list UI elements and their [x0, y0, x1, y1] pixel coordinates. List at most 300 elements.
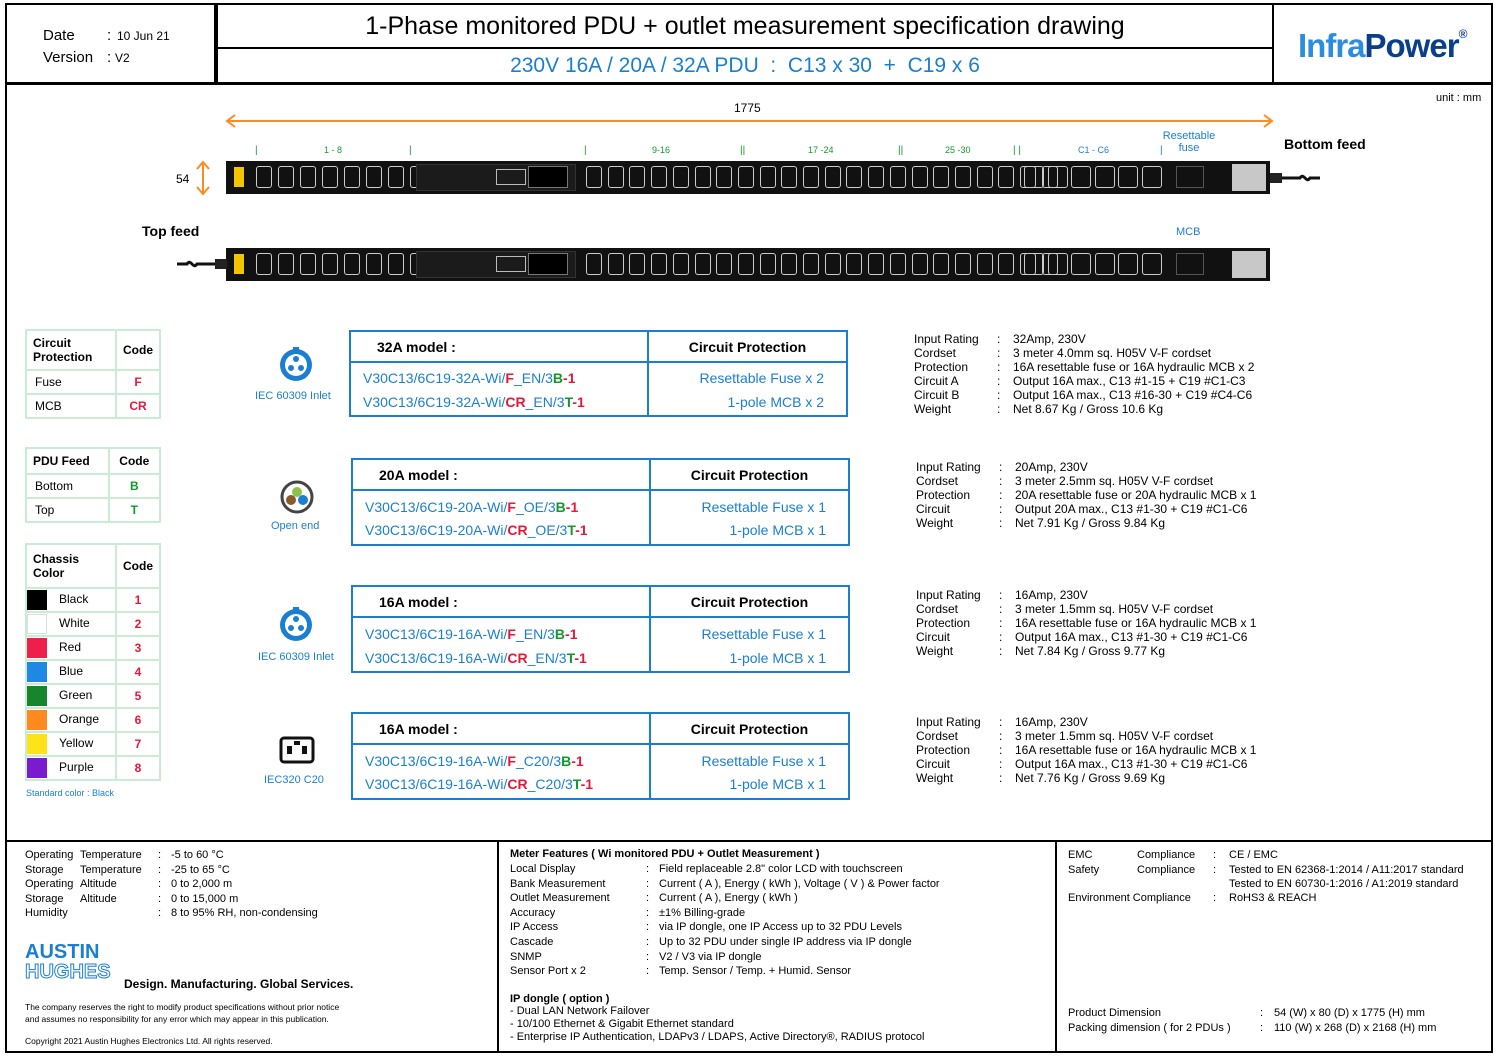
c13-outlet — [344, 166, 360, 188]
pdu-label — [234, 167, 244, 187]
c19-outlet — [1024, 166, 1044, 188]
plug-label: IEC320 C20 — [264, 774, 324, 786]
color-swatch — [27, 590, 47, 610]
color-code: 1 — [116, 588, 160, 612]
compliance-value: CE / EMC — [1229, 849, 1278, 861]
pdu-bottom-feed — [226, 161, 1270, 194]
meter-label: IP Access — [510, 921, 559, 934]
chassis-color-name — [26, 756, 116, 780]
c13-outlet — [890, 253, 906, 275]
version-value: V2 — [115, 51, 130, 65]
meter-row — [510, 950, 1050, 965]
title-cell — [216, 3, 1274, 49]
meter-value: Current ( A ), Energy ( kWh ), Voltage ( V ) & Power factor — [659, 877, 940, 890]
c13-outlet — [344, 253, 360, 275]
spec-value: Net 8.67 Kg / Gross 10.6 Kg — [1013, 402, 1164, 416]
group-label: 1 - 8 — [324, 145, 343, 155]
chassis-color-name — [26, 684, 116, 708]
meter-value: ±1% Billing-grade — [659, 906, 746, 919]
meter-colon: : — [646, 950, 650, 963]
model-code: V30C13/6C19-16A-Wi/CR_EN/3T-1 — [365, 650, 587, 666]
spec-colon: : — [999, 588, 1003, 602]
env-value: -5 to 60 °C — [171, 849, 224, 861]
breaker-module — [1176, 166, 1204, 188]
c19-outlet — [1048, 253, 1068, 275]
spec-colon: : — [999, 602, 1003, 616]
meter-label: Local Display — [510, 863, 576, 875]
c13-outlet — [586, 253, 602, 275]
model-table-16a-en: 16A model : Circuit Protection V30C13/6C19-16A-Wi/F_EN/3B-1 Resettable Fuse x 1 V30C13/6C19-16A-Wi/CR_EN/3T-1 1-pole MCB x 1 — [351, 585, 850, 673]
c13-outlet — [977, 253, 993, 275]
group-label: C1 - C6 — [1078, 145, 1110, 155]
color-name: Purple — [59, 760, 94, 775]
group-label: 25 -30 — [945, 145, 971, 155]
spec-colon: : — [999, 474, 1003, 488]
spec-colon: : — [999, 516, 1003, 530]
meter-row — [510, 906, 1050, 921]
spec-colon: : — [999, 460, 1003, 474]
c13-outlet — [300, 166, 316, 188]
spec-colon: : — [997, 374, 1001, 388]
disclaimer: and assumes no responsibility for any error which may appear in this publication. — [25, 1014, 329, 1024]
circuit-code-table: Circuit Protection Code Fuse F MCB CR — [25, 329, 161, 419]
env-colon: : — [158, 907, 162, 920]
header-meta: Date : 10 Jun 21 Version : V2 — [5, 3, 216, 84]
color-name: White — [59, 616, 90, 631]
c13-outlet — [716, 253, 732, 275]
spec-value: Output 16A max., C13 #16-30 + C19 #C4-C6 — [1013, 388, 1253, 402]
dongle-item: - 10/100 Ethernet & Gigabit Ethernet standard — [510, 1018, 734, 1030]
c13-outlet — [825, 253, 841, 275]
env-colon: : — [158, 892, 162, 905]
env-row — [25, 906, 465, 921]
copyright: Copyright 2021 Austin Hughes Electronics Ltd. All rights reserved. — [25, 1036, 273, 1046]
c13-outlet — [933, 253, 949, 275]
c13-outlet — [586, 166, 602, 188]
spec-value: Output 20A max., C13 #1-30 + C19 #C1-C6 — [1015, 502, 1248, 516]
c13-outlet — [803, 253, 819, 275]
meter-colon: : — [646, 877, 650, 890]
power-cord — [175, 256, 227, 272]
spec-value: 16Amp, 230V — [1015, 588, 1088, 602]
date-value: 10 Jun 21 — [117, 29, 170, 43]
c19-outlet — [1048, 166, 1068, 188]
c13-outlet — [673, 253, 689, 275]
env-sublabel: Altitude — [80, 892, 117, 905]
footer-col-divider — [497, 842, 499, 1053]
model-table-16a-c20: 16A model : Circuit Protection V30C13/6C19-16A-Wi/F_C20/3B-1 Resettable Fuse x 1 V30C13/6C19-16A-Wi/CR_C20/3T-1 1-pole MCB x 1 — [351, 712, 850, 800]
compliance-row — [1068, 863, 1488, 878]
spec-block-20a — [916, 460, 1356, 535]
meter-label: Bank Measurement — [510, 877, 606, 890]
top-feed-label: Top feed — [142, 223, 200, 239]
meter-colon: : — [646, 921, 650, 934]
c13-outlet — [933, 166, 949, 188]
c13-outlet — [868, 166, 884, 188]
color-code: 4 — [116, 660, 160, 684]
tagline: Design. Manufacturing. Global Services. — [124, 977, 354, 991]
c13-outlet — [278, 166, 294, 188]
rating-plate — [1232, 251, 1266, 278]
lan-port — [496, 256, 526, 272]
env-sublabel: Temperature — [80, 849, 142, 861]
spec-key: Input Rating — [916, 715, 981, 729]
spec-key: Weight — [916, 644, 954, 658]
pdu-label — [234, 254, 244, 274]
disclaimer: The company reserves the right to modify product specifications without prior notice — [25, 1002, 340, 1012]
spec-colon: : — [999, 488, 1003, 502]
chassis-color-name — [26, 636, 116, 660]
color-swatch — [27, 758, 47, 778]
color-swatch — [27, 686, 47, 706]
c13-outlet — [760, 166, 776, 188]
c19-outlet — [1118, 253, 1138, 275]
spec-key: Cordset — [914, 346, 957, 360]
color-code: 5 — [116, 684, 160, 708]
iec320-c20-icon — [279, 736, 315, 764]
spec-value: 3 meter 4.0mm sq. H05V V-F cordset — [1013, 346, 1212, 360]
group-label: 17 -24 — [808, 145, 834, 155]
c13-outlet — [738, 253, 754, 275]
env-label: Storage — [25, 863, 64, 876]
c13-outlet — [781, 166, 797, 188]
c13-outlet — [716, 166, 732, 188]
spec-block-16a-c20 — [916, 715, 1356, 790]
color-name: Red — [59, 640, 82, 655]
spec-value: Net 7.91 Kg / Gross 9.84 Kg — [1015, 516, 1166, 530]
compliance-value: Tested to EN 62368-1:2014 / A11:2017 standard — [1229, 863, 1464, 876]
spec-colon: : — [999, 743, 1003, 757]
c13-outlet — [912, 253, 928, 275]
env-label: Operating — [25, 849, 74, 861]
c13-outlet — [846, 166, 862, 188]
c13-outlet — [977, 166, 993, 188]
spec-colon: : — [999, 630, 1003, 644]
compliance-sublabel: Compliance — [1137, 863, 1196, 876]
model-code: V30C13/6C19-32A-Wi/F_EN/3B-1 — [363, 370, 576, 386]
meter-colon: : — [646, 906, 650, 919]
spec-colon: : — [999, 502, 1003, 516]
meter-row — [510, 920, 1050, 935]
power-cord — [1270, 170, 1322, 186]
chassis-color-name — [26, 732, 116, 756]
spec-key: Circuit A — [914, 374, 959, 388]
spec-colon: : — [997, 332, 1001, 346]
spec-value: 3 meter 1.5mm sq. H05V V-F cordset — [1015, 602, 1214, 616]
spec-value: 32Amp, 230V — [1013, 332, 1086, 346]
color-code: 7 — [116, 732, 160, 756]
compliance-value: Tested to EN 60730-1:2016 / A1:2019 standard — [1229, 878, 1459, 891]
packing-dimension-value: 110 (W) x 268 (D) x 2168 (H) mm — [1274, 1022, 1437, 1034]
environment-specs — [25, 848, 465, 921]
c13-outlet — [955, 166, 971, 188]
c19-outlet — [1142, 253, 1162, 275]
c13-outlet — [256, 166, 272, 188]
spec-value: 20Amp, 230V — [1015, 460, 1088, 474]
standard-color-note: Standard color : Black — [26, 788, 115, 798]
height-value: 54 — [176, 172, 190, 186]
meter-value: V2 / V3 via IP dongle — [659, 950, 762, 963]
c13-outlet — [803, 166, 819, 188]
spec-colon: : — [997, 402, 1001, 416]
meter-features-title: Meter Features ( Wi monitored PDU + Outlet Measurement ) — [510, 848, 820, 860]
brand-cell — [1272, 3, 1493, 84]
c19-outlet — [1071, 166, 1091, 188]
spec-value: 3 meter 1.5mm sq. H05V V-F cordset — [1015, 729, 1214, 743]
compliance-label: EMC — [1068, 849, 1093, 861]
c13-outlet — [868, 253, 884, 275]
c13-outlet — [738, 166, 754, 188]
c13-outlet — [651, 253, 667, 275]
spec-colon: : — [997, 388, 1001, 402]
model-code: V30C13/6C19-20A-Wi/F_OE/3B-1 — [365, 499, 579, 515]
spec-key: Circuit — [916, 630, 951, 644]
breaker-module — [1176, 253, 1204, 275]
spec-key: Input Rating — [916, 588, 981, 602]
unit-label: unit : mm — [1436, 92, 1482, 104]
spec-key: Protection — [916, 743, 971, 757]
compliance-row — [1068, 848, 1488, 863]
spec-value: 16A resettable fuse or 16A hydraulic MCB x 1 — [1015, 616, 1257, 630]
c13-outlet — [695, 253, 711, 275]
infrapower-logo: InfraPower® — [1298, 27, 1467, 64]
spec-value: 16A resettable fuse or 16A hydraulic MCB x 1 — [1015, 743, 1257, 757]
spec-value: 3 meter 2.5mm sq. H05V V-F cordset — [1015, 474, 1214, 488]
c13-outlet — [651, 166, 667, 188]
spec-value: Output 16A max., C13 #1-15 + C19 #C1-C3 — [1013, 374, 1246, 388]
color-code: 6 — [116, 708, 160, 732]
length-value: 1775 — [734, 101, 761, 115]
c13-outlet — [366, 253, 382, 275]
env-compliance-value: RoHS3 & REACH — [1229, 892, 1317, 904]
c13-outlet — [781, 253, 797, 275]
spec-key: Cordset — [916, 729, 959, 743]
color-name: Black — [59, 592, 89, 607]
spec-key: Protection — [916, 488, 971, 502]
resettable-fuse-label: Resettable fuse — [1162, 130, 1216, 154]
c13-outlet — [760, 253, 776, 275]
model-table-20a: 20A model : Circuit Protection V30C13/6C19-20A-Wi/F_OE/3B-1 Resettable Fuse x 1 V30C13/6C19-20A-Wi/CR_OE/3T-1 1-pole MCB x 1 — [351, 458, 850, 546]
spec-key: Protection — [914, 360, 969, 374]
c13-outlet — [695, 166, 711, 188]
env-colon: : — [158, 849, 162, 861]
iec60309-inlet-icon — [279, 345, 313, 383]
spec-key: Input Rating — [916, 460, 981, 474]
meter-label: Cascade — [510, 935, 554, 948]
c13-outlet — [608, 253, 624, 275]
color-name: Green — [59, 688, 93, 703]
color-name: Orange — [59, 712, 100, 727]
bottom-feed-label: Bottom feed — [1284, 136, 1366, 152]
color-code: 3 — [116, 636, 160, 660]
meter-row — [510, 877, 1050, 892]
spec-block-16a-en — [916, 588, 1356, 663]
c19-outlet — [1095, 253, 1115, 275]
spec-key: Cordset — [916, 602, 959, 616]
lcd-display — [528, 253, 568, 275]
footer-col-divider — [1055, 842, 1057, 1053]
spec-colon: : — [997, 360, 1001, 374]
c13-outlet — [388, 253, 404, 275]
color-swatch — [27, 662, 47, 682]
length-dimension — [222, 113, 1277, 129]
chassis-color-name — [26, 612, 116, 636]
c13-outlet — [890, 166, 906, 188]
spec-key: Input Rating — [914, 332, 979, 346]
page-subtitle: 230V 16A / 20A / 32A PDU : C13 x 30 + C19 x 6 — [510, 54, 980, 77]
spec-value: 20A resettable fuse or 20A hydraulic MCB x 1 — [1015, 488, 1257, 502]
color-code: 8 — [116, 756, 160, 780]
meter-value: Temp. Sensor / Temp. + Humid. Sensor — [659, 965, 852, 978]
meter-colon: : — [646, 935, 650, 948]
open-end-icon — [280, 480, 314, 514]
ip-dongle-title: IP dongle ( option ) — [510, 993, 610, 1005]
spec-key: Weight — [916, 771, 954, 785]
meter-colon: : — [646, 965, 650, 978]
iec60309-inlet-icon — [279, 605, 313, 643]
dongle-item: - Enterprise IP Authentication, LDAPv3 / LDAPS, Active Directory®, RADIUS protocol — [510, 1031, 925, 1043]
product-dimension-label: Product Dimension — [1068, 1007, 1161, 1019]
color-swatch — [27, 734, 47, 754]
meter-colon: : — [646, 863, 650, 875]
spec-colon: : — [999, 616, 1003, 630]
lan-port — [496, 169, 526, 185]
spec-block-32a — [914, 332, 1354, 422]
meter-value: Field replaceable 2.8" color LCD with touchscreen — [659, 863, 903, 875]
spec-value: 16Amp, 230V — [1015, 715, 1088, 729]
mcb-label: MCB — [1176, 226, 1201, 238]
color-swatch — [27, 638, 47, 658]
dongle-item: - Dual LAN Network Failover — [510, 1005, 650, 1017]
chassis-color-name — [26, 660, 116, 684]
spec-colon: : — [997, 346, 1001, 360]
spec-value: Output 16A max., C13 #1-30 + C19 #C1-C6 — [1015, 630, 1248, 644]
plug-label: Open end — [271, 520, 320, 532]
pdu-top-feed — [226, 248, 1270, 281]
spec-key: Weight — [916, 516, 954, 530]
c13-outlet — [629, 253, 645, 275]
meter-colon: : — [646, 892, 650, 905]
feed-code-table: PDU Feed Code Bottom B Top T — [25, 447, 161, 523]
spec-value: 16A resettable fuse or 16A hydraulic MCB x 2 — [1013, 360, 1255, 374]
page-title: 1-Phase monitored PDU + outlet measurement specification drawing — [365, 12, 1125, 40]
spec-value: Output 16A max., C13 #1-30 + C19 #C1-C6 — [1015, 757, 1248, 771]
version-label: Version — [43, 49, 94, 66]
date-label: Date — [43, 27, 75, 44]
chassis-color-name — [26, 588, 116, 612]
meter-features — [510, 862, 1050, 979]
env-value: 0 to 15,000 m — [171, 892, 239, 905]
meter-row — [510, 862, 1050, 877]
env-label: Storage — [25, 892, 64, 905]
env-row — [25, 863, 465, 878]
env-value: 8 to 95% RH, non-condensing — [171, 907, 318, 920]
c13-outlet — [846, 253, 862, 275]
c13-outlet — [256, 253, 272, 275]
meter-value: Current ( A ), Energy ( kWh ) — [659, 892, 798, 905]
spec-key: Circuit — [916, 502, 951, 516]
compliance-sublabel: Compliance — [1137, 849, 1196, 861]
spec-key: Protection — [916, 616, 971, 630]
meter-row — [510, 964, 1050, 979]
spec-colon: : — [999, 644, 1003, 658]
c13-outlet — [366, 166, 382, 188]
color-name: Yellow — [59, 736, 94, 751]
c19-outlet — [1118, 166, 1138, 188]
meter-value: via IP dongle, one IP Access up to 32 PDU Levels — [659, 921, 902, 934]
footer-divider — [6, 840, 1492, 842]
env-label: Operating — [25, 878, 74, 891]
plug-label: IEC 60309 Inlet — [255, 390, 331, 402]
spec-colon: : — [999, 757, 1003, 771]
spec-value: Net 7.84 Kg / Gross 9.77 Kg — [1015, 644, 1166, 658]
spec-colon: : — [999, 715, 1003, 729]
product-dimension-value: 54 (W) x 80 (D) x 1775 (H) mm — [1274, 1007, 1425, 1019]
c13-outlet — [998, 166, 1014, 188]
meter-label: SNMP — [510, 950, 542, 963]
c13-outlet — [998, 253, 1014, 275]
env-colon: : — [158, 863, 162, 876]
lcd-display — [528, 166, 568, 188]
compliance-colon: : — [1213, 863, 1217, 876]
env-label: Humidity — [25, 907, 68, 920]
model-table-32a: 32A model : Circuit Protection V30C13/6C19-32A-Wi/F_EN/3B-1 Resettable Fuse x 2 V30C13/6C19-32A-Wi/CR_EN/3T-1 1-pole MCB x 2 — [349, 330, 848, 417]
color-swatch — [27, 614, 47, 634]
chassis-color-table: Chassis Color Code Black 1 White 2 Red 3 Blue 4 Green 5 Orange 6 Yellow 7 Purple 8 — [25, 543, 161, 781]
austin-hughes-logo: AUSTIN HUGHES — [25, 941, 111, 983]
meter-label: Accuracy — [510, 906, 556, 919]
spec-key: Cordset — [916, 474, 959, 488]
c13-outlet — [322, 166, 338, 188]
model-code: V30C13/6C19-16A-Wi/CR_C20/3T-1 — [365, 776, 594, 792]
compliance — [1068, 848, 1488, 892]
c13-outlet — [388, 166, 404, 188]
rating-plate — [1232, 164, 1266, 191]
chassis-color-name — [26, 708, 116, 732]
color-name: Blue — [59, 664, 84, 679]
compliance-row — [1068, 877, 1488, 892]
model-code: V30C13/6C19-20A-Wi/CR_OE/3T-1 — [365, 522, 588, 538]
group-label: 9-16 — [652, 145, 671, 155]
spec-colon: : — [999, 771, 1003, 785]
c19-outlet — [1142, 166, 1162, 188]
subtitle-cell — [216, 47, 1274, 84]
spec-key: Circuit — [916, 757, 951, 771]
c19-outlet — [1071, 253, 1091, 275]
c13-outlet — [300, 253, 316, 275]
color-code: 2 — [116, 612, 160, 636]
model-code: V30C13/6C19-16A-Wi/F_EN/3B-1 — [365, 626, 578, 642]
env-value: 0 to 2,000 m — [171, 878, 233, 891]
compliance-label: Safety — [1068, 863, 1100, 876]
compliance-colon: : — [1213, 849, 1217, 861]
spec-key: Circuit B — [914, 388, 960, 402]
env-colon: : — [158, 878, 162, 891]
packing-dimension-label: Packing dimension ( for 2 PDUs ) — [1068, 1022, 1231, 1034]
color-swatch — [27, 710, 47, 730]
env-row — [25, 848, 465, 863]
c13-outlet — [322, 253, 338, 275]
spec-value: Net 7.76 Kg / Gross 9.69 Kg — [1015, 771, 1166, 785]
env-value: -25 to 65 °C — [171, 863, 230, 876]
c13-outlet — [278, 253, 294, 275]
c13-outlet — [629, 166, 645, 188]
model-code: V30C13/6C19-16A-Wi/F_C20/3B-1 — [365, 753, 584, 769]
spec-key: Weight — [914, 402, 952, 416]
spec-colon: : — [999, 729, 1003, 743]
c13-outlet — [912, 166, 928, 188]
env-compliance-label: Environment Compliance — [1068, 892, 1191, 904]
